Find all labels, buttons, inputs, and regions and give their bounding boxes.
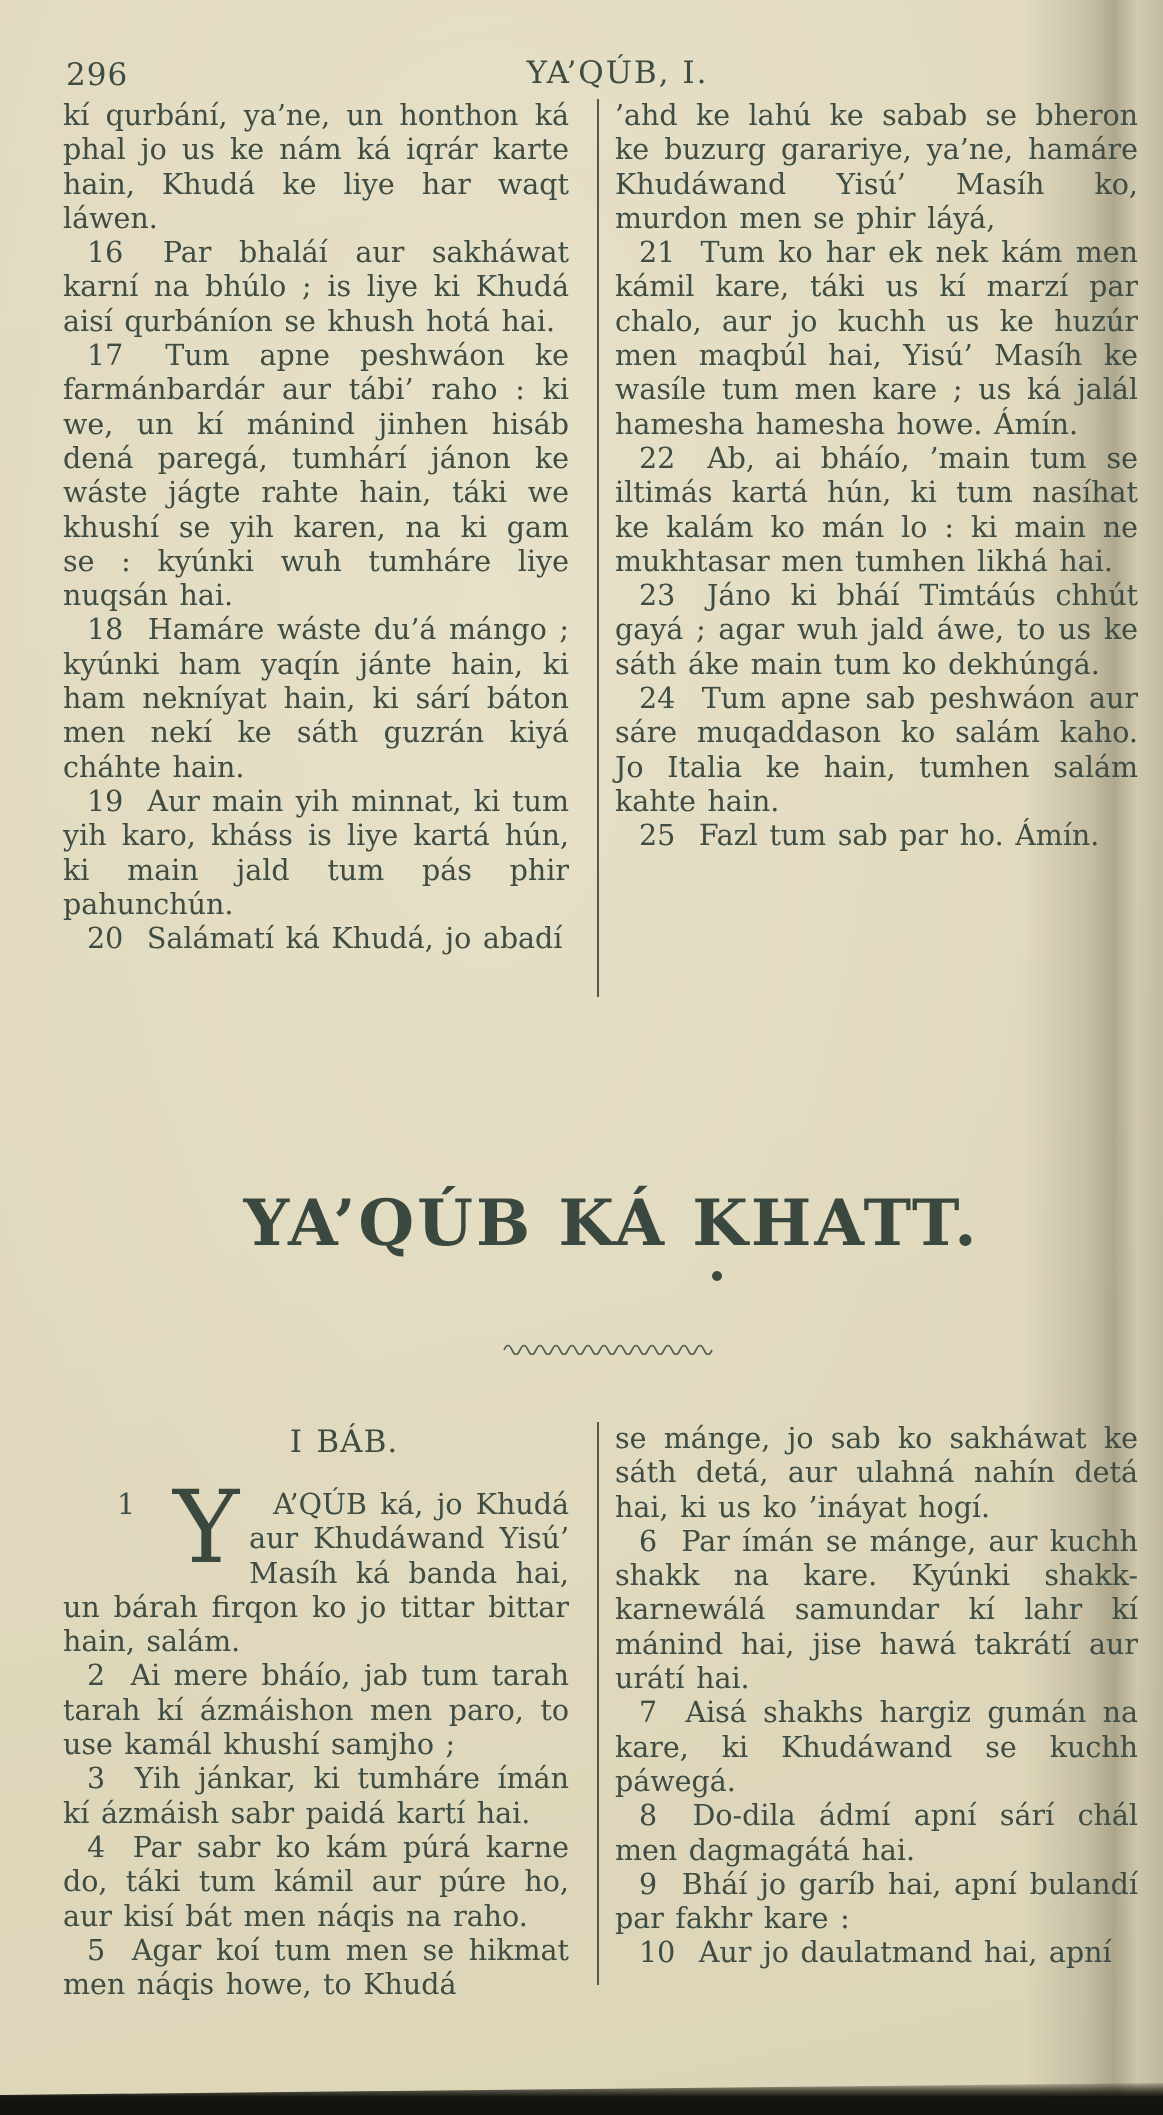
verse-number: 16 [87,236,124,270]
verse-paragraph [63,339,569,613]
wavy-rule-ornament [502,1341,714,1355]
verse-paragraph [63,785,569,922]
verse-paragraph-dropcap [63,1469,569,1659]
verse-text: Jáno ki bháí Timtáús chhút gayá ; agar wuh jald áwe, to us ke sáth áke main tum ko dekhúngá. [615,579,1138,681]
verse-text: Aisá shakhs hargiz gumán na kare, ki Khudáwand se kuchh páwegá. [615,1696,1139,1798]
verse-paragraph [63,1762,569,1831]
verse-number: 21 [639,236,676,270]
verse-text: ’ahd ke lahú ke sabab se bheron ke buzurg garariye, ya’ne, hamáre Khudáwand Yisú’ Masíh ko, murdon men se phir láyá, [615,99,1138,235]
verse-number: 17 [87,339,124,373]
verse-text: Tum apne peshwáon ke farmánbardár aur tábi’ raho : ki we, un kí mánind jinhen hisáb dená paregá, tumhárí jánon ke wáste jágte rahte hain, táki we khushí se yih karen, na ki gam se : kyúnki wuh tumháre liye nuqsán hai. [63,339,570,613]
verse-number: 4 [87,1830,106,1864]
verse-text: Tum ko har ek nek kám men kámil kare, táki us kí marzí par chalo, aur jo kuchh us ke huzúr men maqbúl hai, Yisú’ Masíh ke wasíle tum men kare ; us ká jalál hamesha hamesha howe. Ámín. [615,236,1139,441]
verse-text: Aur jo daulatmand hai, apní [698,1936,1112,1970]
verse-text: Bháí jo garíb hai, apní bulandí par fakhr kare : [615,1867,1138,1936]
verse-number: 20 [87,922,124,956]
verse-number: 8 [639,1799,658,1833]
verse-paragraph [615,1936,1138,1970]
verse-text: Salámatí ká Khudá, jo abadí [146,922,563,956]
verse-paragraph [615,1868,1138,1937]
verse-paragraph [63,236,569,339]
verse-paragraph [615,1696,1138,1799]
verse-number: 7 [639,1696,658,1730]
verse-text: Hamáre wáste du’á mángo ; kyúnki ham yaqín jánte hain, ki ham nekníyat hain, ki sárí báton men nekí ke sáth guzrán kiyá cháhte hain. [63,613,569,784]
book-title-part: ATT. [814,1186,980,1261]
verse-paragraph [615,442,1138,579]
verse-paragraph [615,236,1138,442]
verse-paragraph [63,99,569,236]
verse-number: 25 [639,819,676,853]
page-number: 296 [66,57,129,93]
verse-paragraph [615,99,1138,236]
verse-number: 23 [639,579,676,613]
verse-text: kí qurbání, ya’ne, un honthon ká phal jo us ke nám ká iqrár karte hain, Khudá ke liye har waqt láwen. [63,99,569,235]
verse-paragraph [63,1831,569,1934]
drop-cap-initial: Y [173,1469,240,1586]
verse-paragraph [615,682,1138,819]
chapter-text-block [63,1422,1140,2002]
verse-number: 18 [87,613,124,647]
verse-paragraph [615,1799,1138,1868]
verse-paragraph [63,1934,569,2003]
running-header: YA’QÚB, I. [526,55,709,91]
verse-number: 19 [87,784,124,818]
verse-number: 1 [117,1488,136,1521]
verse-text: se mánge, jo sab ko sakháwat ke sáth detá, aur ulahná nahín detá hai, ki us ko ’ináyat hogí. [615,1422,1138,1524]
verse-paragraph [63,1659,569,1762]
verse-text: Agar koí tum men se hikmat men náqis howe, to Khudá [63,1933,570,2002]
chapter-left-column [63,1422,569,2002]
book-title-part: YA’QÚB KÁ [243,1186,693,1261]
chapter-right-column [615,1422,1138,1971]
scan-bottom-edge [0,2081,1163,2115]
chapter-heading: I BÁB. [289,1424,399,1460]
verse-paragraph [615,819,1138,853]
verse-text: Par bhaláí aur sakháwat karní na bhúlo ; is liye ki Khudá aisí qurbáníon se khush hotá hai. [63,236,569,338]
verse-paragraph [615,1525,1138,1696]
verse-paragraph [63,613,569,784]
book-title [0,1186,1163,1261]
verse-text: Yih jánkar, ki tumháre ímán kí ázmáish sabr paidá kartí hai. [63,1762,570,1830]
verse-number: 22 [639,441,676,475]
verse-text: Par ímán se mánge, aur kuchh shakk na kare. Kyúnki shakk-karnewálá samundar kí lahr kí mánind hai, jise hawá takrátí aur urátí hai. [615,1524,1138,1696]
verse-number: 5 [87,1933,106,1967]
verse-number: 24 [639,682,676,716]
verse-text: Ai mere bháío, jab tum tarah tarah kí ázmáishon men paro, to use kamál khushí samjho ; [63,1659,569,1762]
verse-text: Fazl tum sab par ho. Ámín. [698,819,1100,853]
verse-number: 9 [639,1867,658,1901]
verse-number: 6 [639,1524,658,1558]
verse-number: 10 [639,1936,676,1970]
verse-paragraph [63,922,569,956]
verse-text: A’QÚB ká, jo Khudá aur Khudáwand Yisú’ Masíh ká banda hai, un bárah firqon ko jo tittar bittar hain, salám. [63,1488,569,1659]
column-divider-rule [597,99,599,997]
verse-text: Ab, ai bháío, ’main tum se iltimás kartá hún, ki tum nasíhat ke kalám ko mán lo : ki main ne mukhtasar men tumhen likhá hai. [615,441,1138,578]
verse-text: Tum apne sab peshwáon aur sáre muqaddason ko salám kaho. Jo Italia ke hain, tumhen salám kahte hain. [615,682,1139,818]
column-divider-rule [597,1422,599,1985]
verse-text: Aur main yih minnat, ki tum yih karo, kháss is liye kartá hún, ki main jald tum pás phir pahunchún. [63,784,569,921]
verse-number: 2 [87,1659,106,1693]
top-text-block [63,99,1140,997]
verse-paragraph [615,579,1138,682]
verse-text: Par sabr ko kám púrá karne do, táki tum kámil aur púre ho, aur kisí bát men náqis na raho. [63,1830,569,1933]
book-title-part-underdot: KH [692,1186,815,1261]
verse-paragraph [615,1422,1138,1525]
top-left-column [63,99,569,956]
verse-text: Do-dila ádmí apní sárí chál men dagmagátá hai. [615,1799,1139,1867]
verse-number: 3 [87,1762,106,1796]
top-right-column [615,99,1138,854]
